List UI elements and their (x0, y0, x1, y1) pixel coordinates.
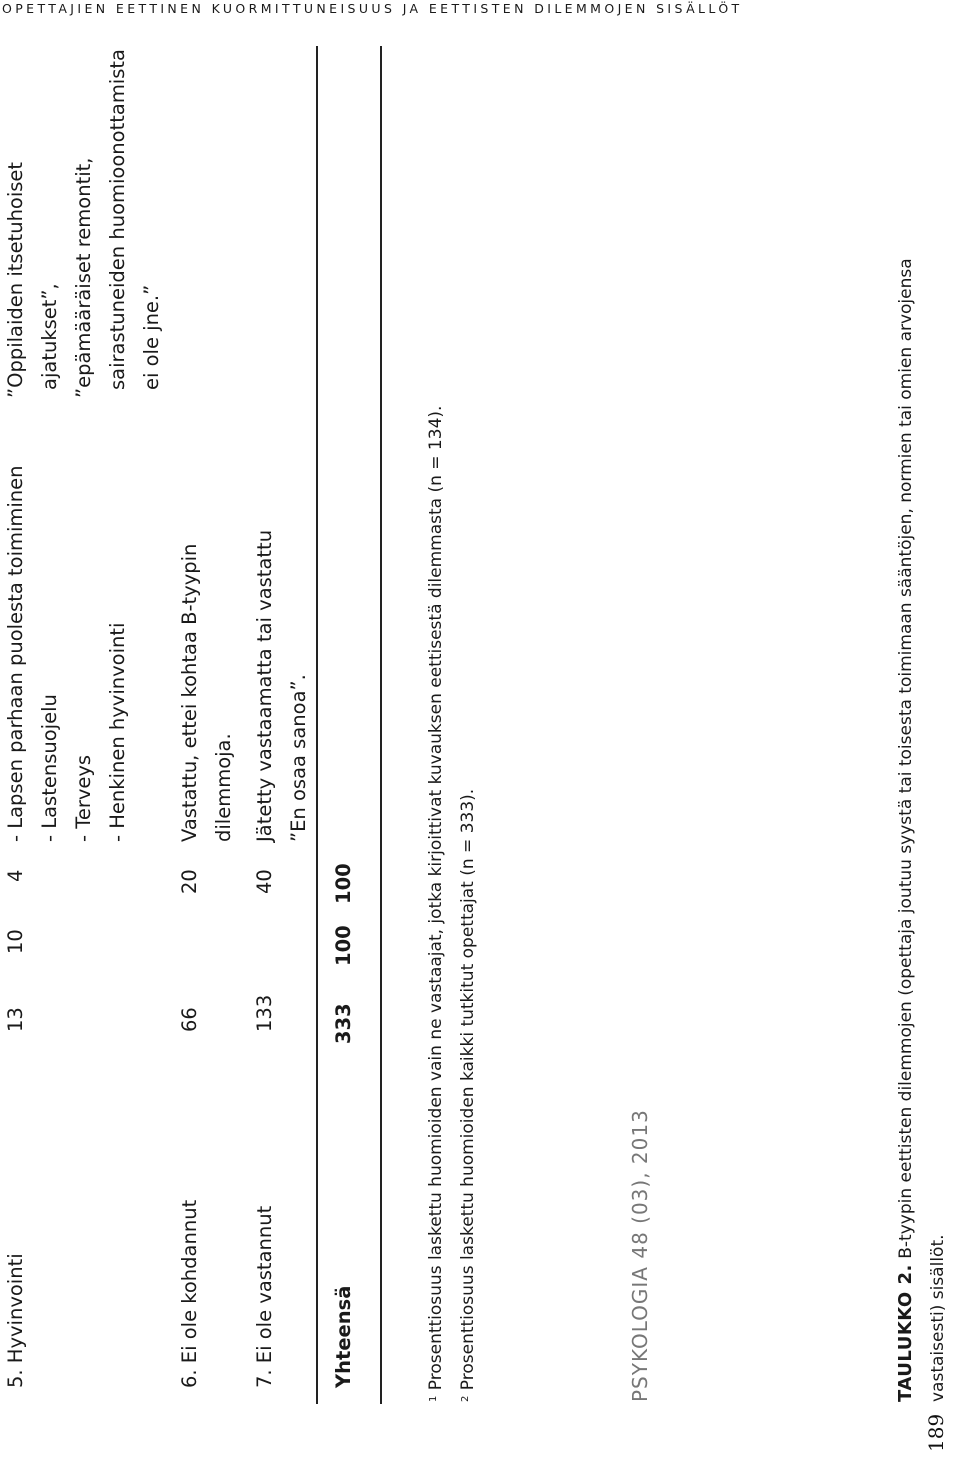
row-7-content-2: ”En osaa sanoa”. (287, 674, 310, 842)
row-6-content-1: Vastattu, ettei kohtaa B-tyypin (178, 543, 201, 842)
running-head: OPETTAJIEN EETTINEN KUORMITTUNEISUUS JA EETTISTEN DILEMMOJEN SISÄLLÖT (2, 1, 743, 16)
row-5-content-2: - Lastensuojelu (38, 694, 61, 842)
total-n: 333 (332, 1003, 355, 1044)
row-5-example-3: ”epämääräiset remontit, (72, 157, 95, 398)
footnote-1 (424, 406, 448, 1402)
row-5-pct2: 4 (4, 869, 27, 882)
row-5-content-4: - Henkinen hyvinvointi (106, 622, 129, 842)
row-6-pct2: 20 (178, 869, 201, 894)
row-5-content-1: - Lapsen parhaan puolesta toimiminen (4, 465, 27, 842)
page-number: 189 (924, 1413, 948, 1452)
total-pct2: 100 (332, 863, 355, 904)
row-7-n: 133 (253, 994, 276, 1032)
journal-footer: PSYKOLOGIA 48 (03), 2013 (628, 1109, 652, 1402)
footnote-2 (456, 789, 480, 1402)
row-6-n: 66 (178, 1007, 201, 1032)
table-caption-label: TAULUKKO 2. (895, 1264, 916, 1402)
table-caption-line-1 (894, 258, 918, 1402)
row-5-example-5: ei ole jne.” (140, 284, 163, 390)
table-caption-line-2: vastaisesti) sisällöt. (928, 1234, 948, 1402)
row-7-pct2: 40 (253, 869, 276, 894)
row-5-category: 5. Hyvinvointi (4, 1253, 27, 1388)
row-5-content-3: - Terveys (72, 754, 95, 842)
row-5-pct1: 10 (4, 929, 27, 954)
total-label: Yhteensä (332, 1285, 355, 1388)
row-5-example-1: ”Oppilaiden itsetuhoiset (4, 161, 27, 398)
row-5-n: 13 (4, 1007, 27, 1032)
footnote-2-text: Prosenttiosuus laskettu huomioiden kaikki tutkitut opettajat (n = 333). (458, 788, 478, 1391)
row-5-example-2: ajatukset”, (38, 283, 61, 390)
footnote-2-mark: 2 (460, 1395, 471, 1402)
row-7-content-1: Jätetty vastaamatta tai vastattu (253, 529, 276, 842)
footnote-1-text: Prosenttiosuus laskettu huomioiden vain ne vastaajat, jotka kirjoittivat kuvauksen eettisestä dilemmasta (n = 134). (426, 405, 446, 1391)
footnote-1-mark: 1 (428, 1395, 439, 1402)
row-7-category: 7. Ei ole vastannut (253, 1205, 276, 1388)
row-5-example-4: sairastuneiden huomioonottamista (106, 49, 129, 390)
row-6-content-2: dilemmoja. (212, 733, 235, 842)
table-caption-text-1: B-tyypin eettisten dilemmojen (opettaja joutuu syystä tai toisesta toimimaan sääntöjen, normien tai omien arvojensa (896, 258, 916, 1259)
row-6-category: 6. Ei ole kohdannut (178, 1199, 201, 1388)
total-pct1: 100 (332, 925, 355, 966)
